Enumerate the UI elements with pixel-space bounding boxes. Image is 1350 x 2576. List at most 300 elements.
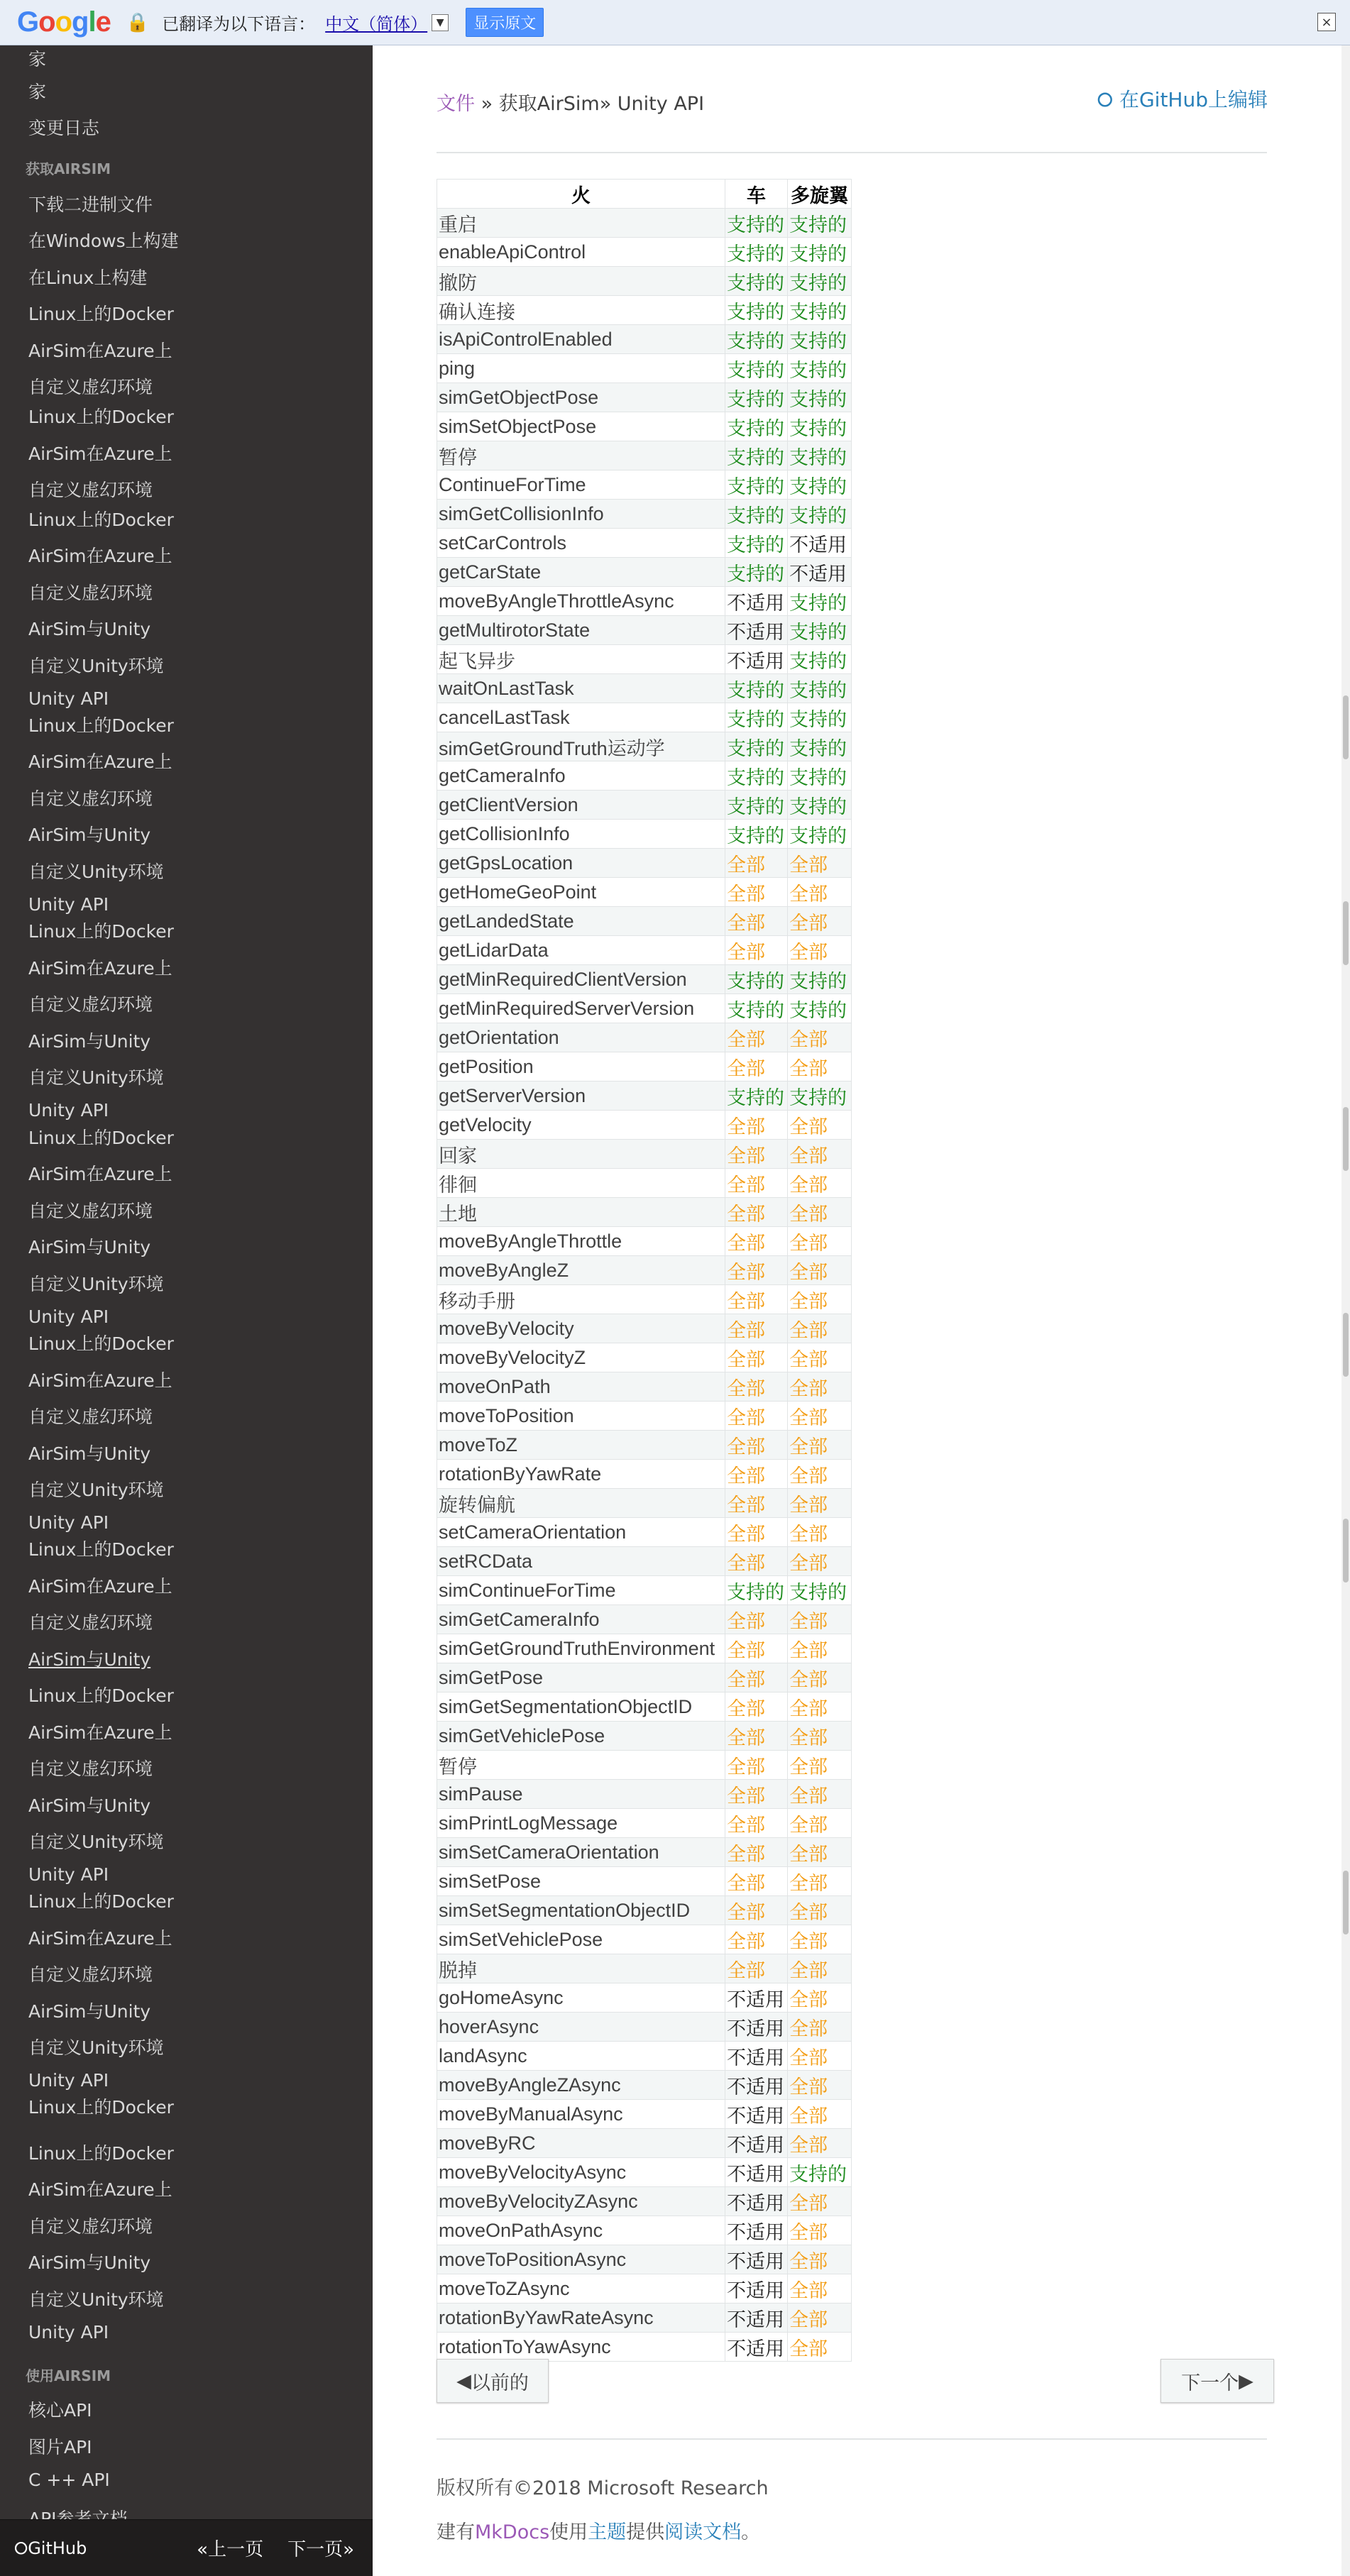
sidebar-item-docker[interactable]: Linux上的Docker <box>28 2097 174 2118</box>
sidebar-item-unity-api[interactable]: Unity API <box>28 1864 109 1885</box>
sidebar-item-changelog[interactable]: 变更日志 <box>28 118 100 138</box>
car-support-cell: 不适用 <box>725 2013 788 2042</box>
sidebar-item-core-api[interactable]: 核心API <box>28 2400 92 2421</box>
sidebar-item-unity-api[interactable]: Unity API <box>28 2322 109 2343</box>
car-support-cell: 全部 <box>725 1692 788 1722</box>
github-icon: ⭘ <box>14 2538 28 2558</box>
api-name-cell: 脱掉 <box>437 1954 725 1983</box>
api-name-cell: setRCData <box>437 1547 725 1576</box>
footer-next-link[interactable]: 下一页» <box>287 2539 354 2560</box>
car-support-cell: 不适用 <box>725 2303 788 2333</box>
api-name-cell: 撤防 <box>437 267 725 296</box>
multirotor-support-cell: 全部 <box>788 2245 852 2274</box>
car-support-cell: 全部 <box>725 1169 788 1198</box>
car-support-cell: 支持的 <box>725 965 788 994</box>
sidebar-item-azure[interactable]: AirSim在Azure上 <box>28 1370 172 1391</box>
car-support-cell: 支持的 <box>725 267 788 296</box>
table-row <box>437 1372 852 1402</box>
sidebar-item-custom-unreal[interactable]: 自定义虚幻环境 <box>28 2216 153 2237</box>
table-row <box>437 500 852 529</box>
car-support-cell: 全部 <box>725 1605 788 1634</box>
api-name-cell: simGetObjectPose <box>437 383 725 412</box>
multirotor-support-cell: 全部 <box>788 1547 852 1576</box>
multirotor-support-cell: 支持的 <box>788 500 852 529</box>
sidebar-item-custom-unity[interactable]: 自定义Unity环境 <box>28 2037 164 2058</box>
sidebar-item-image-api[interactable]: 图片API <box>28 2437 92 2457</box>
car-support-cell: 不适用 <box>725 1983 788 2013</box>
car-support-cell: 支持的 <box>725 1081 788 1111</box>
api-name-cell: moveOnPath <box>437 1372 725 1402</box>
car-support-cell: 全部 <box>725 1489 788 1518</box>
sidebar-item-unity-api[interactable]: Unity API <box>28 1512 109 1533</box>
sidebar-item-custom-unreal[interactable]: 自定义虚幻环境 <box>28 583 153 603</box>
edit-on-github-link[interactable] <box>1097 84 1268 113</box>
table-row <box>437 1954 852 1983</box>
multirotor-support-cell: 全部 <box>788 2071 852 2100</box>
api-name-cell: simSetObjectPose <box>437 412 725 441</box>
car-support-cell: 不适用 <box>725 2245 788 2274</box>
multirotor-support-cell: 支持的 <box>788 965 852 994</box>
table-row <box>437 1722 852 1751</box>
table-row <box>437 1198 852 1227</box>
sidebar-item-custom-unity[interactable]: 自定义Unity环境 <box>28 862 164 882</box>
sidebar-item-airsim-unity[interactable]: AirSim与Unity <box>28 2001 151 2022</box>
api-name-cell: getLandedState <box>437 907 725 936</box>
sidebar-item-airsim-unity[interactable]: AirSim与Unity <box>28 1649 151 1670</box>
sidebar-item-docker[interactable]: Linux上的Docker <box>28 304 174 324</box>
multirotor-support-cell: 全部 <box>788 1343 852 1372</box>
google-logo: Google <box>17 6 111 38</box>
api-name-cell: setCarControls <box>437 529 725 558</box>
sidebar-item-build-windows[interactable]: 在Windows上构建 <box>28 231 179 251</box>
api-name-cell: simSetVehiclePose <box>437 1925 725 1954</box>
divider <box>437 2438 1267 2440</box>
car-support-cell: 不适用 <box>725 2187 788 2216</box>
table-row <box>437 2129 852 2158</box>
sidebar-item-home-clipped[interactable]: 家 <box>28 49 47 70</box>
table-row <box>437 1809 852 1838</box>
car-support-cell: 全部 <box>725 1838 788 1867</box>
table-body <box>437 209 852 2362</box>
scroll-thumb[interactable] <box>1343 901 1349 965</box>
car-support-cell: 全部 <box>725 1780 788 1809</box>
sidebar-item-cpp-api[interactable]: C ++ API <box>28 2470 110 2490</box>
api-name-cell: getCollisionInfo <box>437 820 725 849</box>
car-support-cell: 支持的 <box>725 732 788 761</box>
car-support-cell: 不适用 <box>725 645 788 674</box>
car-support-cell: 支持的 <box>725 354 788 383</box>
car-support-cell: 不适用 <box>725 2158 788 2187</box>
api-name-cell: 确认连接 <box>437 296 725 325</box>
main-content <box>373 45 1350 2576</box>
car-support-cell: 全部 <box>725 1372 788 1402</box>
multirotor-support-cell: 全部 <box>788 1809 852 1838</box>
sidebar-item-azure[interactable]: AirSim在Azure上 <box>28 958 172 979</box>
multirotor-support-cell: 全部 <box>788 1867 852 1896</box>
api-name-cell: simGetSegmentationObjectID <box>437 1692 725 1722</box>
multirotor-support-cell: 全部 <box>788 1692 852 1722</box>
multirotor-support-cell: 不适用 <box>788 529 852 558</box>
car-support-cell: 支持的 <box>725 412 788 441</box>
github-link[interactable] <box>14 2538 87 2558</box>
sidebar-item-custom-unreal[interactable]: 自定义虚幻环境 <box>28 788 153 809</box>
table-row <box>437 558 852 587</box>
close-icon[interactable]: × <box>1317 13 1336 31</box>
car-support-cell: 全部 <box>725 1256 788 1285</box>
table-row <box>437 616 852 645</box>
sidebar-item-download[interactable]: 下载二进制文件 <box>28 194 153 215</box>
breadcrumb-docs-link[interactable]: 文件 <box>437 93 475 115</box>
api-name-cell: moveToZAsync <box>437 2274 725 2303</box>
table-row <box>437 1314 852 1343</box>
sidebar-item-custom-unreal[interactable]: 自定义虚幻环境 <box>28 1612 153 1633</box>
sidebar-item-docker[interactable]: Linux上的Docker <box>28 407 174 427</box>
multirotor-support-cell: 全部 <box>788 1954 852 1983</box>
table-row <box>437 994 852 1023</box>
page-scrollbar[interactable] <box>1341 45 1350 2576</box>
api-name-cell: getServerVersion <box>437 1081 725 1111</box>
api-name-cell: 旋转偏航 <box>437 1489 725 1518</box>
api-name-cell: getClientVersion <box>437 791 725 820</box>
car-support-cell: 全部 <box>725 1547 788 1576</box>
multirotor-support-cell: 支持的 <box>788 732 852 761</box>
sidebar-item-azure[interactable]: AirSim在Azure上 <box>28 341 172 361</box>
sidebar-item-custom-unity[interactable]: 自定义Unity环境 <box>28 2289 164 2310</box>
multirotor-support-cell: 全部 <box>788 2042 852 2071</box>
table-row <box>437 587 852 616</box>
multirotor-support-cell: 全部 <box>788 1140 852 1169</box>
translate-language-link[interactable]: 中文（简体） <box>325 14 428 34</box>
sidebar-item-azure[interactable]: AirSim在Azure上 <box>28 1722 172 1743</box>
sidebar-item-docker[interactable]: Linux上的Docker <box>28 2143 174 2164</box>
multirotor-support-cell: 全部 <box>788 1314 852 1343</box>
scroll-thumb[interactable] <box>1343 1107 1349 1171</box>
api-name-cell: simSetCameraOrientation <box>437 1838 725 1867</box>
api-name-cell: rotationToYawAsync <box>437 2333 725 2362</box>
sidebar-item-custom-unity[interactable]: 自定义Unity环境 <box>28 1274 164 1294</box>
car-support-cell: 不适用 <box>725 587 788 616</box>
api-name-cell: ContinueForTime <box>437 470 725 500</box>
multirotor-support-cell: 全部 <box>788 1489 852 1518</box>
sidebar-item-custom-unreal[interactable]: 自定义虚幻环境 <box>28 377 153 397</box>
table-row <box>437 2100 852 2129</box>
api-name-cell: waitOnLastTask <box>437 674 725 703</box>
sidebar-item-docker[interactable]: Linux上的Docker <box>28 1539 174 1560</box>
api-name-cell: moveByAngleZAsync <box>437 2071 725 2100</box>
api-name-cell: simGetVehiclePose <box>437 1722 725 1751</box>
sidebar-item-azure[interactable]: AirSim在Azure上 <box>28 1928 172 1949</box>
built-with-mid1: 使用 <box>549 2521 588 2543</box>
api-name-cell: landAsync <box>437 2042 725 2071</box>
sidebar-item-custom-unity[interactable]: 自定义Unity环境 <box>28 656 164 676</box>
car-support-cell: 全部 <box>725 1431 788 1460</box>
sidebar-item-custom-unreal[interactable]: 自定义虚幻环境 <box>28 1201 153 1221</box>
multirotor-support-cell: 全部 <box>788 1052 852 1081</box>
api-name-cell: simPrintLogMessage <box>437 1809 725 1838</box>
car-support-cell: 支持的 <box>725 703 788 732</box>
scroll-thumb[interactable] <box>1343 1313 1349 1377</box>
scroll-thumb[interactable] <box>1343 695 1349 759</box>
api-name-cell: getGpsLocation <box>437 849 725 878</box>
next-page-button[interactable] <box>1160 2359 1274 2403</box>
multirotor-support-cell: 全部 <box>788 1111 852 1140</box>
table-row <box>437 674 852 703</box>
table-row <box>437 1518 852 1547</box>
sidebar-item-docker[interactable]: Linux上的Docker <box>28 1128 174 1148</box>
api-name-cell: getMinRequiredServerVersion <box>437 994 725 1023</box>
multirotor-support-cell: 全部 <box>788 1198 852 1227</box>
api-name-cell: moveByVelocity <box>437 1314 725 1343</box>
car-support-cell: 支持的 <box>725 1576 788 1605</box>
multirotor-support-cell: 全部 <box>788 2187 852 2216</box>
table-row <box>437 1576 852 1605</box>
car-support-cell: 支持的 <box>725 325 788 354</box>
sidebar-item-docker[interactable]: Linux上的Docker <box>28 1891 174 1912</box>
api-name-cell: simPause <box>437 1780 725 1809</box>
car-support-cell: 支持的 <box>725 558 788 587</box>
table-row <box>437 1838 852 1867</box>
sidebar-item-azure[interactable]: AirSim在Azure上 <box>28 546 172 566</box>
api-name-cell: 起飞异步 <box>437 645 725 674</box>
api-name-cell: 土地 <box>437 1198 725 1227</box>
table-row <box>437 1925 852 1954</box>
mkdocs-link[interactable]: MkDocs <box>475 2521 550 2543</box>
built-with-mid2: 提供 <box>626 2521 665 2543</box>
multirotor-support-cell: 支持的 <box>788 587 852 616</box>
sidebar-item-api-ref[interactable] <box>28 2505 128 2519</box>
multirotor-support-cell: 支持的 <box>788 2158 852 2187</box>
car-support-cell: 不适用 <box>725 2216 788 2245</box>
car-support-cell: 不适用 <box>725 2071 788 2100</box>
sidebar-item-unity-api[interactable]: Unity API <box>28 894 109 915</box>
car-support-cell: 全部 <box>725 1634 788 1663</box>
api-name-cell: simGetCameraInfo <box>437 1605 725 1634</box>
translate-message: 已翻译为以下语言： <box>162 14 316 34</box>
table-row <box>437 2303 852 2333</box>
multirotor-support-cell: 全部 <box>788 1838 852 1867</box>
arrow-right-icon: ▶ <box>1239 2369 1253 2392</box>
table-row <box>437 1489 852 1518</box>
car-support-cell: 支持的 <box>725 529 788 558</box>
api-name-cell: moveByVelocityZAsync <box>437 2187 725 2216</box>
sidebar-item-azure[interactable]: AirSim在Azure上 <box>28 444 172 464</box>
table-row <box>437 296 852 325</box>
sidebar-item-custom-unity[interactable]: 自定义Unity环境 <box>28 1480 164 1500</box>
api-name-cell: simGetGroundTruthEnvironment <box>437 1634 725 1663</box>
api-name-cell: moveToPosition <box>437 1402 725 1431</box>
multirotor-support-cell: 支持的 <box>788 354 852 383</box>
multirotor-support-cell: 全部 <box>788 1663 852 1692</box>
edit-on-github-label: 在GitHub上编辑 <box>1119 88 1268 111</box>
sidebar-item-home[interactable]: 家 <box>28 82 47 102</box>
sidebar-item-azure[interactable]: AirSim在Azure上 <box>28 752 172 772</box>
multirotor-support-cell: 全部 <box>788 1605 852 1634</box>
table-row <box>437 1663 852 1692</box>
multirotor-support-cell: 支持的 <box>788 994 852 1023</box>
car-support-cell: 全部 <box>725 1896 788 1925</box>
api-name-cell: 重启 <box>437 209 725 238</box>
table-row <box>437 1692 852 1722</box>
multirotor-support-cell: 全部 <box>788 1460 852 1489</box>
translate-bar <box>0 0 1350 45</box>
api-name-cell: 暂停 <box>437 441 725 470</box>
car-support-cell: 支持的 <box>725 441 788 470</box>
car-support-cell: 不适用 <box>725 2129 788 2158</box>
multirotor-support-cell: 全部 <box>788 2129 852 2158</box>
footer-prev-link[interactable]: «上一页 <box>197 2539 264 2560</box>
sidebar-item-custom-unity[interactable]: 自定义Unity环境 <box>28 1067 164 1088</box>
car-support-cell: 不适用 <box>725 2100 788 2129</box>
api-name-cell: moveByRC <box>437 2129 725 2158</box>
sidebar-item-unity-api[interactable]: Unity API <box>28 1100 109 1121</box>
api-name-cell: simGetGroundTruth运动学 <box>437 732 725 761</box>
car-support-cell: 全部 <box>725 1227 788 1256</box>
github-label: GitHub <box>28 2538 87 2558</box>
car-support-cell: 全部 <box>725 1954 788 1983</box>
multirotor-support-cell: 全部 <box>788 1722 852 1751</box>
multirotor-support-cell: 支持的 <box>788 267 852 296</box>
sidebar-item-docker[interactable]: Linux上的Docker <box>28 921 174 942</box>
built-with-text <box>437 2516 760 2544</box>
multirotor-support-cell: 支持的 <box>788 296 852 325</box>
divider <box>437 152 1267 153</box>
car-support-cell: 全部 <box>725 1343 788 1372</box>
table-row <box>437 761 852 791</box>
sidebar-item-airsim-unity[interactable]: AirSim与Unity <box>28 1237 151 1257</box>
api-name-cell: enableApiControl <box>437 238 725 267</box>
breadcrumb <box>437 88 704 116</box>
table-row <box>437 354 852 383</box>
table-row <box>437 470 852 500</box>
built-with-pre: 建有 <box>437 2521 475 2543</box>
multirotor-support-cell: 支持的 <box>788 616 852 645</box>
api-name-cell: simSetSegmentationObjectID <box>437 1896 725 1925</box>
scroll-thumb[interactable] <box>1343 1871 1349 1934</box>
sidebar-item-docker[interactable]: Linux上的Docker <box>28 1333 174 1354</box>
table-row <box>437 1751 852 1780</box>
multirotor-support-cell: 支持的 <box>788 412 852 441</box>
chevron-down-icon[interactable]: ▼ <box>432 14 449 31</box>
car-support-cell: 不适用 <box>725 2274 788 2303</box>
table-row <box>437 1285 852 1314</box>
table-row <box>437 1896 852 1925</box>
sidebar-item-docker[interactable]: Linux上的Docker <box>28 715 174 736</box>
multirotor-support-cell: 不适用 <box>788 558 852 587</box>
multirotor-support-cell: 全部 <box>788 1372 852 1402</box>
table-row <box>437 1023 852 1052</box>
multirotor-support-cell: 全部 <box>788 2333 852 2362</box>
sidebar-item-custom-unreal[interactable]: 自定义虚幻环境 <box>28 1964 153 1985</box>
sidebar-item-azure[interactable]: AirSim在Azure上 <box>28 2179 172 2200</box>
sidebar-item-custom-unreal[interactable]: 自定义虚幻环境 <box>28 1758 153 1779</box>
readthedocs-link[interactable]: 阅读文档 <box>664 2521 742 2543</box>
multirotor-support-cell: 全部 <box>788 1169 852 1198</box>
sidebar-item-custom-unreal[interactable]: 自定义虚幻环境 <box>28 1407 153 1427</box>
car-support-cell: 支持的 <box>725 383 788 412</box>
sidebar-item-docker[interactable]: Linux上的Docker <box>28 510 174 530</box>
multirotor-support-cell: 全部 <box>788 1285 852 1314</box>
table-row <box>437 267 852 296</box>
table-row <box>437 529 852 558</box>
prev-page-label: 以前的 <box>471 2372 529 2394</box>
prev-page-button[interactable] <box>437 2359 549 2403</box>
breadcrumb-rest: » 获取AirSim» Unity API <box>475 93 705 115</box>
api-name-cell: moveToPositionAsync <box>437 2245 725 2274</box>
sidebar-item-azure[interactable]: AirSim在Azure上 <box>28 1164 172 1184</box>
theme-link[interactable]: 主题 <box>588 2521 627 2543</box>
api-name-cell: 暂停 <box>437 1751 725 1780</box>
table-row <box>437 907 852 936</box>
sidebar-item-unity-api[interactable]: Unity API <box>28 1306 109 1327</box>
table-row <box>437 1983 852 2013</box>
multirotor-support-cell: 支持的 <box>788 441 852 470</box>
sidebar-item-docker[interactable]: Linux上的Docker <box>28 1685 174 1706</box>
table-row <box>437 2333 852 2362</box>
api-name-cell: getLidarData <box>437 936 725 965</box>
sidebar-item-build-linux[interactable]: 在Linux上构建 <box>28 268 148 288</box>
api-name-cell: 徘徊 <box>437 1169 725 1198</box>
sidebar-item-azure[interactable]: AirSim在Azure上 <box>28 1576 172 1597</box>
car-support-cell: 全部 <box>725 1867 788 1896</box>
sidebar-item-custom-unreal[interactable]: 自定义虚幻环境 <box>28 994 153 1015</box>
car-support-cell: 全部 <box>725 1925 788 1954</box>
sidebar-item-custom-unreal[interactable]: 自定义虚幻环境 <box>28 480 153 500</box>
car-support-cell: 支持的 <box>725 209 788 238</box>
sidebar-item-airsim-unity[interactable]: AirSim与Unity <box>28 825 151 845</box>
sidebar-item-airsim-unity[interactable]: AirSim与Unity <box>28 1443 151 1464</box>
next-page-label: 下一个 <box>1181 2372 1239 2394</box>
api-name-cell: moveByAngleThrottle <box>437 1227 725 1256</box>
sidebar-caption-use: 使用AIRSIM <box>26 2367 111 2384</box>
table-row <box>437 1081 852 1111</box>
multirotor-support-cell: 支持的 <box>788 820 852 849</box>
sidebar-item-airsim-unity[interactable]: AirSim与Unity <box>28 1795 151 1816</box>
table-row <box>437 238 852 267</box>
sidebar-footer <box>0 2519 373 2576</box>
sidebar-item-airsim-unity[interactable]: AirSim与Unity <box>28 2252 151 2273</box>
multirotor-support-cell: 全部 <box>788 1780 852 1809</box>
multirotor-support-cell: 支持的 <box>788 761 852 791</box>
car-support-cell: 支持的 <box>725 238 788 267</box>
multirotor-support-cell: 全部 <box>788 2216 852 2245</box>
car-support-cell: 全部 <box>725 1663 788 1692</box>
car-support-cell: 支持的 <box>725 296 788 325</box>
built-with-end: 。 <box>741 2521 761 2543</box>
table-row <box>437 1605 852 1634</box>
api-name-cell: cancelLastTask <box>437 703 725 732</box>
sidebar-item-airsim-unity[interactable]: AirSim与Unity <box>28 1031 151 1052</box>
table-row <box>437 2245 852 2274</box>
sidebar-item-unity-api[interactable]: Unity API <box>28 2070 109 2091</box>
sidebar-item-airsim-unity[interactable]: AirSim与Unity <box>28 619 151 639</box>
api-name-cell: goHomeAsync <box>437 1983 725 2013</box>
multirotor-support-cell: 全部 <box>788 1227 852 1256</box>
multirotor-support-cell: 全部 <box>788 1256 852 1285</box>
scroll-thumb[interactable] <box>1343 1519 1349 1583</box>
car-support-cell: 支持的 <box>725 994 788 1023</box>
table-row <box>437 1402 852 1431</box>
multirotor-support-cell: 全部 <box>788 1983 852 2013</box>
sidebar-item-unity-api[interactable]: Unity API <box>28 688 109 709</box>
copyright-text: 版权所有©2018 Microsoft Research <box>437 2477 769 2499</box>
show-original-button[interactable]: 显示原文 <box>466 8 544 37</box>
api-name-cell: getCarState <box>437 558 725 587</box>
multirotor-support-cell: 支持的 <box>788 209 852 238</box>
sidebar-item-custom-unity[interactable]: 自定义Unity环境 <box>28 1832 164 1852</box>
api-name-cell: simGetCollisionInfo <box>437 500 725 529</box>
multirotor-support-cell: 全部 <box>788 849 852 878</box>
multirotor-support-cell: 支持的 <box>788 383 852 412</box>
